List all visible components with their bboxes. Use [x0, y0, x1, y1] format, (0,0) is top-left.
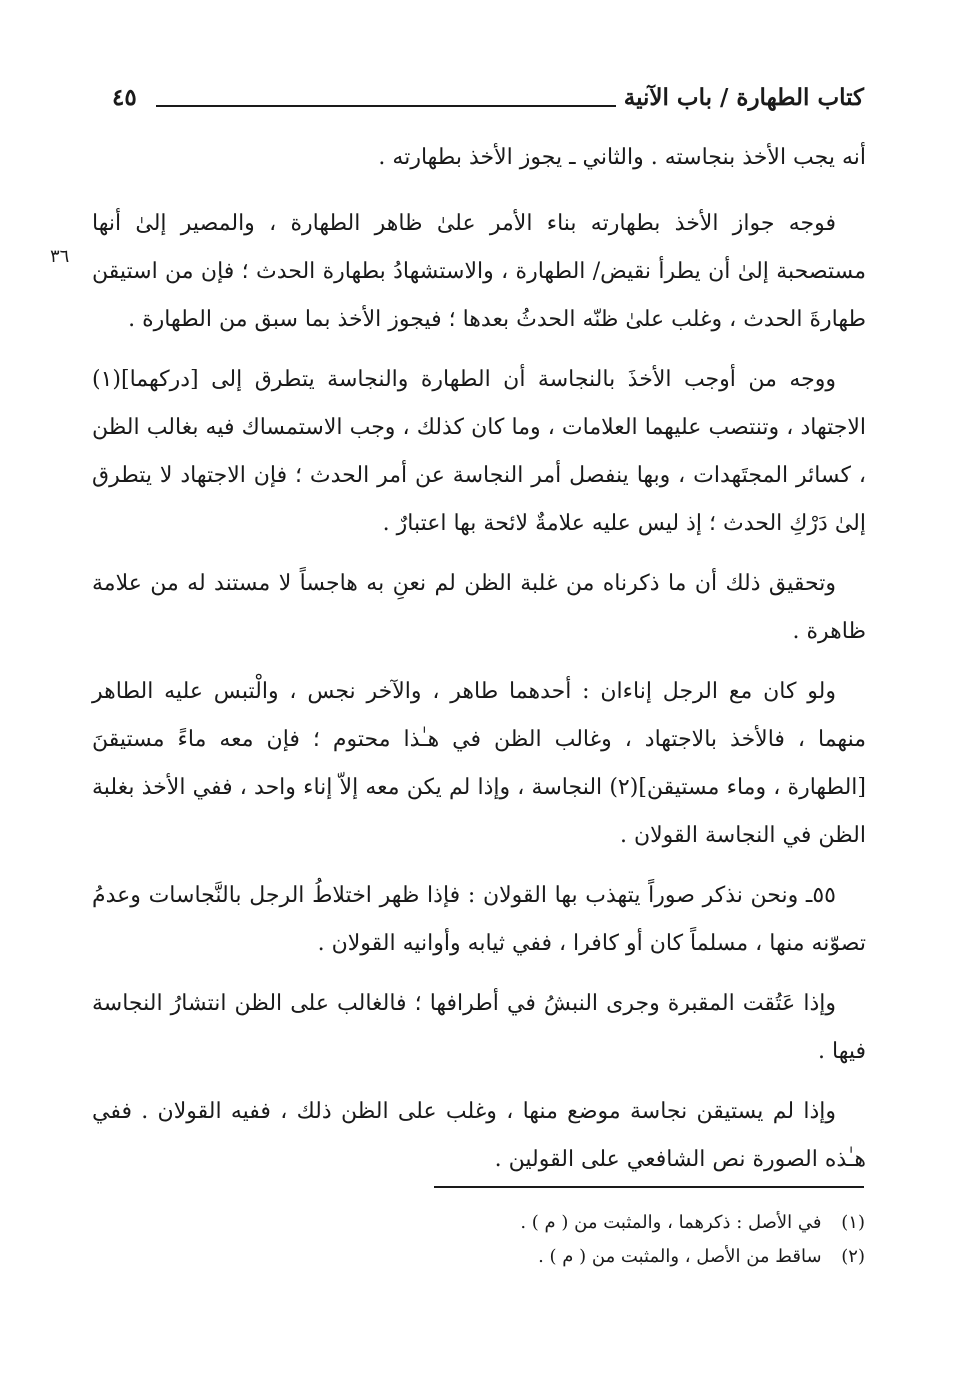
- running-header: [112, 84, 864, 120]
- paragraph: ولو كان مع الرجل إناءان : أحدهما طاهر ، والآخر نجس ، والْتبس عليه الطاهر منهما ، فالأخذ بالاجتهاد ، وغالب الظن في هـٰذا محتوم ؛ فإن معه ماءً مستيقنَ [الطهارة ، وماء مستيقن](٢) النجاسة ، وإذا لم يكن معه إلاّ إناء واحد ، ففي الأخذ بغلبة الظن في النجاسة القولان .: [92, 679, 866, 848]
- paragraph: وإذا عَتُقت المقبرة وجرى النبشُ في أطرافها ؛ فالغالب على الظن انتشارُ النجاسة فيها .: [92, 991, 866, 1064]
- paragraph: أنه يجب الأخذ بنجاسته . والثاني ـ يجوز الأخذ بطهارته .: [378, 145, 866, 170]
- footnote-item: [165, 1240, 865, 1274]
- paragraph-section-55: ٥٥ـ ونحن نذكر صوراً يتهذب بها القولان : فإذا ظهر اختلاطُ الرجل بالنَّجاسات وعدمُ تصوّنه منها ، مسلماً كان أو كافرا ، ففي ثيابه وأوانيه القولان .: [92, 883, 866, 956]
- paragraph: وتحقيق ذلك أن ما ذكرناه من غلبة الظن لم نعنِ به هاجساً لا مستند له من علامة ظاهرة .: [92, 571, 866, 644]
- footnote-text: ساقط من الأصل ، والمثبت من ( م ) .: [538, 1246, 822, 1267]
- footnote-number: (١): [841, 1212, 865, 1233]
- header-rule: [156, 105, 616, 107]
- header-title: كتاب الطهارة / باب الآنية: [623, 84, 864, 111]
- paragraph: وإذا لم يستيقن نجاسة موضع منها ، وغلب على الظن ذلك ، ففيه القولان . ففي هـٰذه الصورة نص الشافعي على القولين .: [92, 1099, 866, 1172]
- footnote-number: (٢): [841, 1246, 865, 1267]
- paragraph: فوجه جواز الأخذ بطهارته بناء الأمر علىٰ ظاهر الطهارة ، والمصير إلىٰ أنها مستصحبة إلىٰ أن يطرأ نقيض/ الطهارة ، والاستشهادُ بطهارة الحدث ؛ فإن من استيقن طهارةَ الحدث ، وغلب علىٰ ظنّه الحدثُ بعدها ؛ فيجوز الأخذ بما سبق من الطهارة .: [92, 211, 866, 332]
- footnote-separator: [434, 1186, 864, 1188]
- page-number: ٤٥: [112, 84, 137, 111]
- margin-reference: ٣٦: [50, 246, 70, 267]
- body-text: [92, 134, 866, 1196]
- footnotes: [165, 1206, 865, 1274]
- paragraph: ووجه من أوجب الأخذَ بالنجاسة أن الطهارة والنجاسة يتطرق إلى [دركهما](١) الاجتهاد ، وتنتصب عليهما العلامات ، وما كان كذلك ، وجب الاستمساك فيه بغالب الظن ، كسائر المجتَهدات ، وبها ينفصل أمر النجاسة عن أمر الحدث ؛ فإن الاجتهاد لا يتطرق إلىٰ دَرْكِ الحدث ؛ إذ ليس عليه علامةٌ لائحة بها اعتبارٌ .: [92, 367, 866, 536]
- footnote-text: في الأصل : ذكرهما ، والمثبت من ( م ) .: [520, 1212, 822, 1233]
- footnote-item: [165, 1206, 865, 1240]
